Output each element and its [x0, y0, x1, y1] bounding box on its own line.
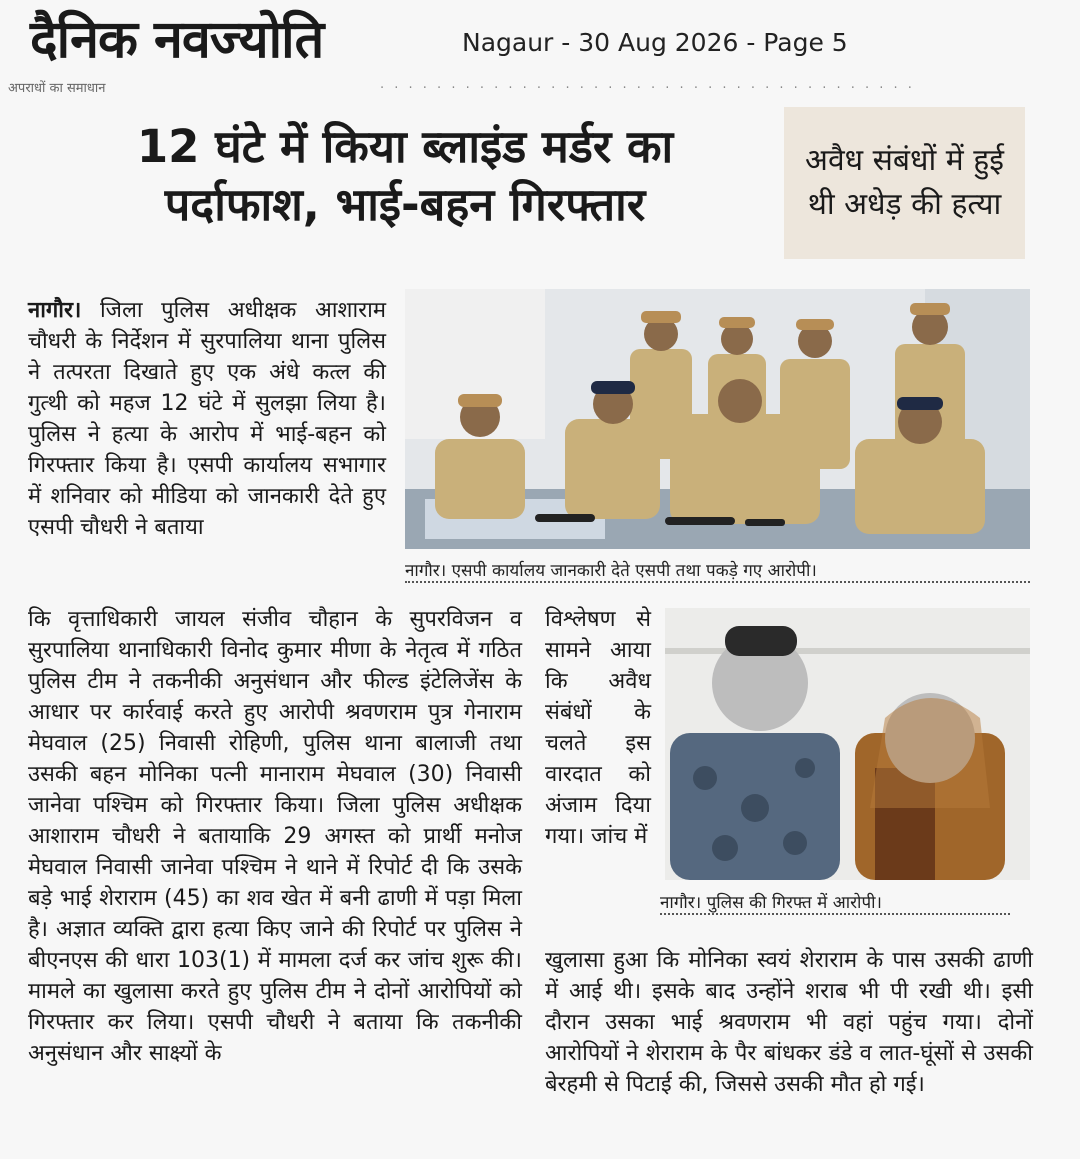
end-paragraph: खुलासा हुआ कि मोनिका स्वयं शेराराम के पास उसकी ढाणी में आई थी। इसके बाद उन्होंने शराब भी पी रखी थी। इसी दौरान उसका भाई श्रवणराम भी वहां पहुंच गया। दोनों आरोपियों ने शेराराम के पैर बांधकर डंडे व लात-घूंसों से उसकी बेरहमी से पिटाई की, जिससे उसकी मौत हो गई।	[545, 948, 1033, 1097]
main-paragraph: कि वृत्ताधिकारी जायल संजीव चौहान के सुपरविजन व सुरपालिया थानाधिकारी विनोद कुमार मीणा के नेतृत्व में गठित पुलिस टीम ने तकनीकी अनुसंधान और फील्ड इंटेलिजेंस के आधार पर कार्रवाई करते हुए आरोपी श्रवणराम पुत्र गेनाराम मेघवाल (25) निवासी रोहिणी, पुलिस थाना बालाजी तथा उसकी बहन मोनिका पत्नी मानाराम मेघवाल (30) निवासी जानेवा पश्चिम को गिरफ्तार किया। जिला पुलिस अधीक्षक आशाराम चौधरी ने बतायाकि 29 अगस्त को प्रार्थी मनोज मेघवाल निवासी जानेवा पश्चिम ने थाने में रिपोर्ट दी कि उसके बड़े भाई शेराराम (45) का शव खेत में बनी ढाणी में पड़ा मिला है। अज्ञात व्यक्ति द्वारा हत्या किए जाने की रिपोर्ट पर पुलिस ने बीएनएस की धारा 103(1) में मामला दर्ज कर जांच शुरू की। मामले का खुलासा करते हुए पुलिस टीम ने दोनों आरोपियों को गिरफ्तार कर लिया। एसपी चौधरी ने बताया कि तकनीकी अनुसंधान और साक्ष्यों के	[28, 607, 522, 1066]
subheading-text: अवैध संबंधों में हुई थी अधेड़ की हत्या	[805, 143, 1004, 222]
headline-line-1: 12 घंटे में किया ब्लाइंड मर्डर का	[136, 120, 674, 173]
narrow-paragraph: विश्लेषण से सामने आया कि अवैध संबंधों के चलते इस वारदात को अंजाम दिया गया। जांच में	[545, 607, 651, 849]
press-conference-illustration	[405, 289, 1030, 549]
headline-line-2: पर्दाफाश, भाई-बहन गिरफ्तार	[164, 178, 646, 231]
article-column-main	[28, 604, 522, 1069]
top-strip	[0, 80, 1080, 98]
photo1-caption: नागौर। एसपी कार्यालय जानकारी देते एसपी तथा पकड़े गए आरोपी।	[405, 558, 1030, 583]
top-strip-dots: · · · · · · · · · · · · · · · · · · · · · · · · · · · · · · · · · · · · · ·	[380, 81, 915, 96]
edition-label: Nagaur - 30 Aug 2026 - Page 5	[462, 28, 848, 57]
dateline: नागौर।	[28, 298, 82, 323]
article-headline	[40, 118, 770, 234]
article-column-narrow	[545, 604, 651, 852]
press-conference-photo	[405, 289, 1030, 549]
accused-illustration	[665, 608, 1030, 880]
top-strip-fragment: अपराधों का समाधान	[8, 81, 106, 96]
accused-photo	[665, 608, 1030, 880]
article-column-intro	[28, 295, 386, 543]
intro-paragraph: जिला पुलिस अधीक्षक आशाराम चौधरी के निर्देशन में सुरपालिया थाना पुलिस ने तत्परता दिखाते हुए एक अंधे कत्ल की गुत्थी को महज 12 घंटे में सुलझा लिया है। पुलिस ने हत्या के आरोप में भाई-बहन को गिरफ्तार किया है। एसपी कार्यालय सभागार में शनिवार को मीडिया को जानकारी देते हुए एसपी चौधरी ने बताया	[28, 298, 386, 540]
subheading-box	[784, 107, 1025, 259]
newspaper-masthead: दैनिक नवज्योति	[30, 10, 324, 70]
article-column-end	[545, 945, 1033, 1100]
photo2-caption: नागौर। पुलिस की गिरफ्त में आरोपी।	[660, 890, 1010, 915]
